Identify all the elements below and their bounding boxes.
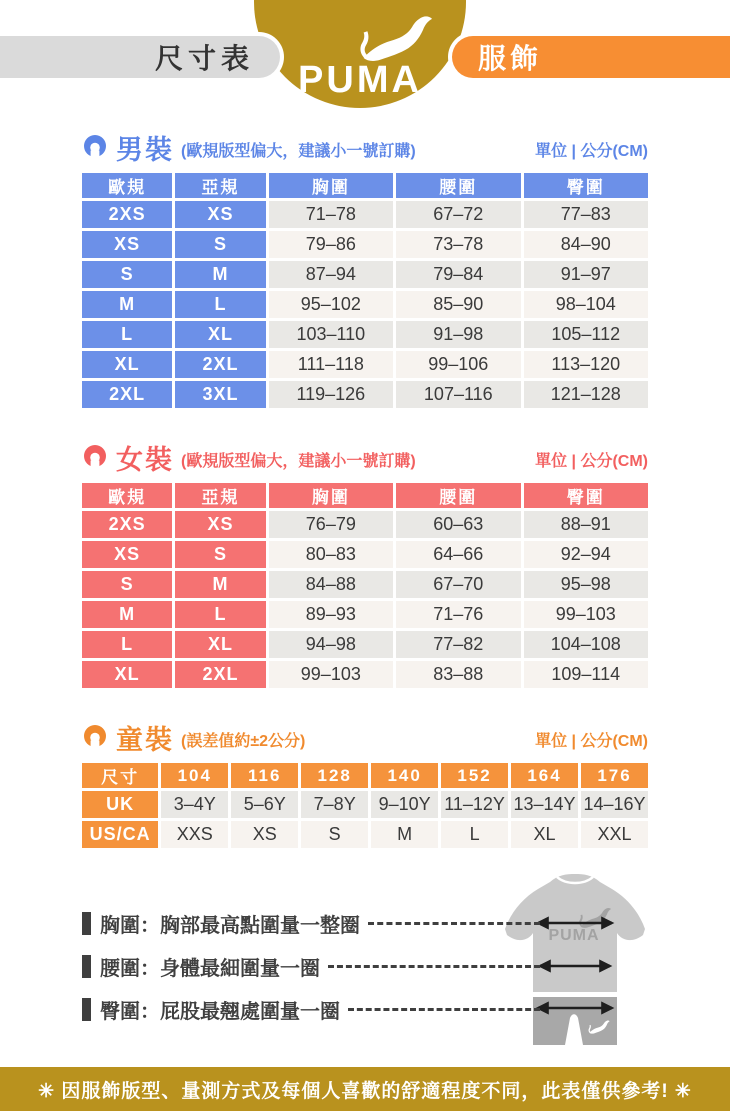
value-cell: 77–83 — [524, 201, 648, 228]
column-header: 歐規 — [82, 173, 172, 198]
size-label-cell: XS — [82, 541, 172, 568]
section-women — [82, 440, 648, 691]
value-cell: 73–78 — [396, 231, 520, 258]
women-size-table — [79, 480, 651, 691]
table-row — [82, 631, 648, 658]
table-row — [82, 381, 648, 408]
value-cell: 87–94 — [269, 261, 393, 288]
table-row — [82, 821, 648, 848]
size-label-cell: S — [82, 571, 172, 598]
size-label-cell: XL — [82, 351, 172, 378]
banner-left-label: 尺寸表 — [154, 43, 254, 74]
section-subtitle: (誤差值約±2公分) — [181, 732, 306, 750]
value-cell: 113–120 — [524, 351, 648, 378]
value-cell: 88–91 — [524, 511, 648, 538]
value-cell: 71–76 — [396, 601, 520, 628]
section-title: 女裝 — [116, 444, 174, 475]
column-header: 176 — [581, 763, 648, 788]
leader-dash-line — [368, 922, 540, 925]
size-label-cell: XL — [175, 631, 265, 658]
disclaimer-text: ✳ 因服飾版型、量測方式及每個人喜歡的舒適程度不同，此表僅供參考! ✳ — [38, 1080, 692, 1102]
value-cell: L — [441, 821, 508, 848]
value-cell: 67–70 — [396, 571, 520, 598]
value-cell: 94–98 — [269, 631, 393, 658]
size-label-cell: S — [82, 261, 172, 288]
note-bullet-bar — [82, 912, 91, 935]
size-label-cell: UK — [82, 791, 158, 818]
chest-logo-text: PUMA — [548, 927, 600, 944]
disclaimer-bar — [0, 1067, 730, 1111]
note-bullet-bar — [82, 998, 91, 1021]
header-row — [82, 763, 648, 788]
hem-line — [533, 992, 617, 997]
note-text: 胸圍：胸部最高點圍量一整圈 — [100, 915, 360, 937]
note-hip — [82, 988, 540, 1031]
column-header: 152 — [441, 763, 508, 788]
value-cell: 83–88 — [396, 661, 520, 688]
value-cell: 9–10Y — [371, 791, 438, 818]
value-cell: 103–110 — [269, 321, 393, 348]
value-cell: 79–84 — [396, 261, 520, 288]
value-cell: M — [371, 821, 438, 848]
value-cell: 99–106 — [396, 351, 520, 378]
column-header: 胸圍 — [269, 173, 393, 198]
column-header: 胸圍 — [269, 483, 393, 508]
size-label-cell: 2XL — [175, 661, 265, 688]
table-row — [82, 541, 648, 568]
size-label-cell: M — [175, 571, 265, 598]
value-cell: S — [301, 821, 368, 848]
value-cell: 77–82 — [396, 631, 520, 658]
value-cell: 84–90 — [524, 231, 648, 258]
size-label-cell: 2XL — [175, 351, 265, 378]
value-cell: 60–63 — [396, 511, 520, 538]
column-header: 104 — [161, 763, 228, 788]
section-men-header — [82, 130, 648, 164]
brand-badge — [254, 0, 466, 108]
value-cell: 91–97 — [524, 261, 648, 288]
value-cell: 79–86 — [269, 231, 393, 258]
section-title: 男裝 — [116, 134, 174, 165]
kids-size-table — [79, 760, 651, 851]
column-header: 腰圍 — [396, 173, 520, 198]
banner-right-tab — [452, 36, 730, 78]
size-label-cell: L — [82, 321, 172, 348]
size-label-cell: M — [175, 261, 265, 288]
column-header: 128 — [301, 763, 368, 788]
value-cell: 14–16Y — [581, 791, 648, 818]
column-header: 亞規 — [175, 483, 265, 508]
value-cell: 85–90 — [396, 291, 520, 318]
column-header: 亞規 — [175, 173, 265, 198]
leader-dash-line — [348, 1008, 540, 1011]
value-cell: 3–4Y — [161, 791, 228, 818]
column-header: 116 — [231, 763, 298, 788]
value-cell: 64–66 — [396, 541, 520, 568]
note-chest — [82, 902, 540, 945]
note-waist — [82, 945, 540, 988]
column-header: 164 — [511, 763, 578, 788]
value-cell: 13–14Y — [511, 791, 578, 818]
value-cell: XXS — [161, 821, 228, 848]
note-bullet-bar — [82, 955, 91, 978]
column-header: 尺寸 — [82, 763, 158, 788]
unit-label: 單位 | 公分(CM) — [535, 142, 648, 160]
value-cell: 5–6Y — [231, 791, 298, 818]
value-cell: 119–126 — [269, 381, 393, 408]
value-cell: 105–112 — [524, 321, 648, 348]
value-cell: 99–103 — [524, 601, 648, 628]
table-row — [82, 321, 648, 348]
section-subtitle: (歐規版型偏大，建議小一號訂購) — [181, 452, 416, 470]
measurement-notes — [82, 902, 540, 1031]
value-cell: 71–78 — [269, 201, 393, 228]
value-cell: 121–128 — [524, 381, 648, 408]
value-cell: 91–98 — [396, 321, 520, 348]
value-cell: 98–104 — [524, 291, 648, 318]
header-row — [82, 483, 648, 508]
value-cell: 80–83 — [269, 541, 393, 568]
column-header: 臀圍 — [524, 173, 648, 198]
value-cell: 11–12Y — [441, 791, 508, 818]
banner-right-label: 服飾 — [478, 43, 543, 74]
value-cell: 109–114 — [524, 661, 648, 688]
size-label-cell: XS — [175, 511, 265, 538]
section-subtitle: (歐規版型偏大，建議小一號訂購) — [181, 142, 416, 160]
value-cell: XXL — [581, 821, 648, 848]
value-cell: 95–98 — [524, 571, 648, 598]
leader-dash-line — [328, 965, 540, 968]
size-label-cell: S — [175, 231, 265, 258]
section-kids-header — [82, 720, 648, 754]
column-header: 歐規 — [82, 483, 172, 508]
value-cell: 95–102 — [269, 291, 393, 318]
person-icon — [82, 444, 108, 470]
value-cell: 99–103 — [269, 661, 393, 688]
banner-left-tab — [0, 36, 280, 78]
person-icon — [82, 724, 108, 750]
shorts-shape — [533, 997, 617, 1045]
column-header: 臀圍 — [524, 483, 648, 508]
value-cell: 89–93 — [269, 601, 393, 628]
unit-label: 單位 | 公分(CM) — [535, 452, 648, 470]
column-header: 腰圍 — [396, 483, 520, 508]
value-cell: 7–8Y — [301, 791, 368, 818]
size-label-cell: XL — [82, 661, 172, 688]
size-label-cell: L — [82, 631, 172, 658]
header-row — [82, 173, 648, 198]
table-row — [82, 661, 648, 688]
value-cell: XS — [231, 821, 298, 848]
table-row — [82, 261, 648, 288]
table-row — [82, 201, 648, 228]
section-title: 童裝 — [116, 724, 174, 755]
table-row — [82, 291, 648, 318]
size-label-cell: XL — [175, 321, 265, 348]
note-text: 腰圍：身體最細圍量一圈 — [100, 958, 320, 980]
size-label-cell: M — [82, 601, 172, 628]
section-kids — [82, 720, 648, 851]
value-cell: XL — [511, 821, 578, 848]
table-row — [82, 231, 648, 258]
table-row — [82, 351, 648, 378]
size-label-cell: 3XL — [175, 381, 265, 408]
value-cell: 107–116 — [396, 381, 520, 408]
value-cell: 92–94 — [524, 541, 648, 568]
person-icon — [82, 134, 108, 160]
size-label-cell: 2XS — [82, 511, 172, 538]
table-row — [82, 571, 648, 598]
table-row — [82, 791, 648, 818]
size-label-cell: XS — [175, 201, 265, 228]
section-women-header — [82, 440, 648, 474]
size-label-cell: S — [175, 541, 265, 568]
size-label-cell: XS — [82, 231, 172, 258]
value-cell: 67–72 — [396, 201, 520, 228]
brand-wordmark: PUMA — [298, 59, 422, 101]
table-row — [82, 511, 648, 538]
size-label-cell: 2XS — [82, 201, 172, 228]
unit-label: 單位 | 公分(CM) — [535, 732, 648, 750]
value-cell: 104–108 — [524, 631, 648, 658]
value-cell: 111–118 — [269, 351, 393, 378]
table-row — [82, 601, 648, 628]
value-cell: 76–79 — [269, 511, 393, 538]
size-label-cell: 2XL — [82, 381, 172, 408]
size-label-cell: US/CA — [82, 821, 158, 848]
men-size-table — [79, 170, 651, 411]
value-cell: 84–88 — [269, 571, 393, 598]
size-label-cell: M — [82, 291, 172, 318]
size-label-cell: L — [175, 291, 265, 318]
column-header: 140 — [371, 763, 438, 788]
size-label-cell: L — [175, 601, 265, 628]
section-men — [82, 130, 648, 411]
note-text: 臀圍：屁股最翹處圍量一圈 — [100, 1001, 340, 1023]
